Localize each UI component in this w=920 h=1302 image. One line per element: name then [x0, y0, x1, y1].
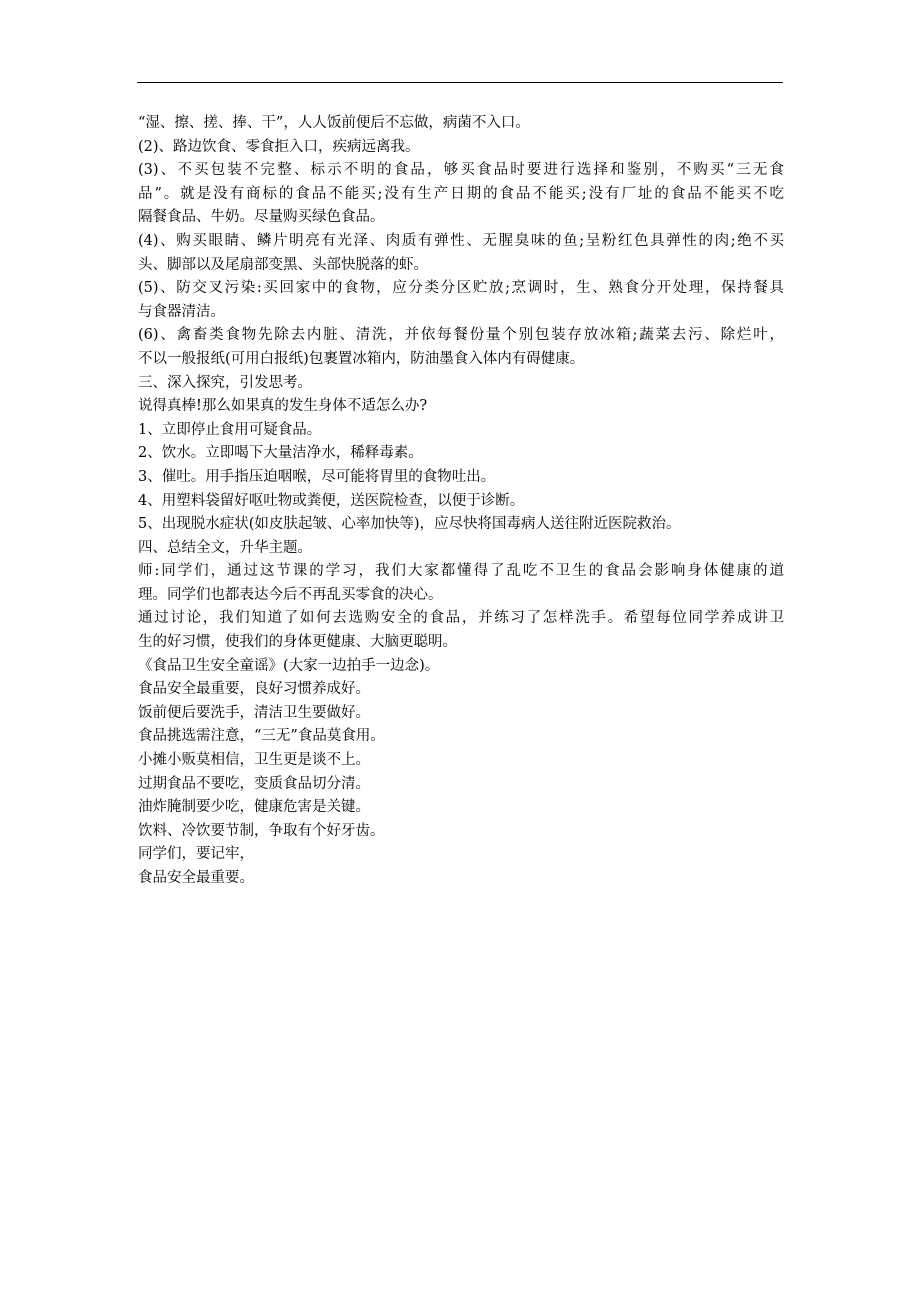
- text-line: (6)、禽畜类食物先除去内脏、清洗，并依每餐份量个别包装存放冰箱;蔬菜去污、除烂叶，: [138, 327, 784, 344]
- text-line: 油炸腌制要少吃，健康危害是关键。: [138, 799, 370, 816]
- text-line: 《食品卫生安全童谣》(大家一边拍手一边念)。: [138, 657, 440, 674]
- text-line: 说得真棒!那么如果真的发生身体不适怎么办?: [138, 398, 428, 415]
- text-line: 过期食品不要吃，变质食品切分清。: [138, 775, 370, 792]
- text-line: 四、总结全文，升华主题。: [138, 539, 312, 556]
- text-line: 5、出现脱水症状(如皮肤起皱、心率加快等)，应尽快将国毒病人送往附近医院救治。: [138, 516, 681, 533]
- text-line: 不以一般报纸(可用白报纸)包裹置冰箱内，防油墨食入体内有碍健康。: [138, 350, 585, 367]
- text-line: 品”。就是没有商标的食品不能买;没有生产日期的食品不能买;没有厂址的食品不能买不吃: [138, 185, 784, 202]
- text-line: “湿、擦、搓、捧、干”，人人饭前便后不忘做，病菌不入口。: [138, 115, 530, 131]
- text-line: (2)、路边饮食、零食拒入口，疾病远离我。: [138, 138, 420, 155]
- text-line: 食品安全最重要。: [138, 870, 254, 886]
- text-line: 生的好习惯，使我们的身体更健康、大脑更聪明。: [138, 634, 457, 651]
- text-line: 同学们，要记牢，: [138, 846, 254, 863]
- document-body: [138, 112, 784, 891]
- text-line: 2、饮水。立即喝下大量洁净水，稀释毒素。: [138, 445, 423, 462]
- text-line: 隔餐食品、牛奶。尽量购买绿色食品。: [138, 209, 385, 226]
- text-line: 师:同学们，通过这节课的学习，我们大家都懂得了乱吃不卫生的食品会影响身体健康的道: [138, 563, 784, 580]
- text-line: 4、用塑料袋留好呕吐物或粪便，送医院检查，以便于诊断。: [138, 492, 525, 509]
- text-line: 食品挑选需注意，“三无”食品莫食用。: [138, 728, 385, 745]
- text-line: 饭前便后要洗手，清洁卫生要做好。: [138, 704, 370, 721]
- text-line: (3)、不买包装不完整、标示不明的食品，够买食品时要进行选择和鉴别，不购买“三无食: [138, 162, 784, 179]
- text-line: 小摊小贩莫相信，卫生更是谈不上。: [138, 752, 370, 769]
- text-line: 食品安全最重要，良好习惯养成好。: [138, 681, 370, 698]
- header-rule: [137, 82, 783, 83]
- text-line: (5)、防交叉污染:买回家中的食物，应分类分区贮放;烹调时，生、熟食分开处理，保持餐具: [138, 280, 784, 297]
- text-line: 三、深入探究，引发思考。: [138, 374, 312, 391]
- text-line: 3、催吐。用手指压迫咽喉，尽可能将胃里的食物吐出。: [138, 468, 496, 485]
- text-line: 通过讨论，我们知道了如何去选购安全的食品，并练习了怎样洗手。希望每位同学养成讲卫: [138, 610, 784, 627]
- text-line: 饮料、冷饮要节制，争取有个好牙齿。: [138, 822, 385, 839]
- text-line: 头、脚部以及尾扇部变黑、头部快脱落的虾。: [138, 256, 428, 273]
- text-line: 1、立即停止食用可疑食品。: [138, 421, 322, 438]
- text-line: 理。同学们也都表达今后不再乱买零食的决心。: [138, 586, 443, 603]
- text-line: 与食器清洁。: [138, 303, 225, 320]
- text-line: (4)、购买眼睛、鳞片明亮有光泽、肉质有弹性、无腥臭味的鱼;呈粉红色具弹性的肉;绝不买: [138, 232, 784, 249]
